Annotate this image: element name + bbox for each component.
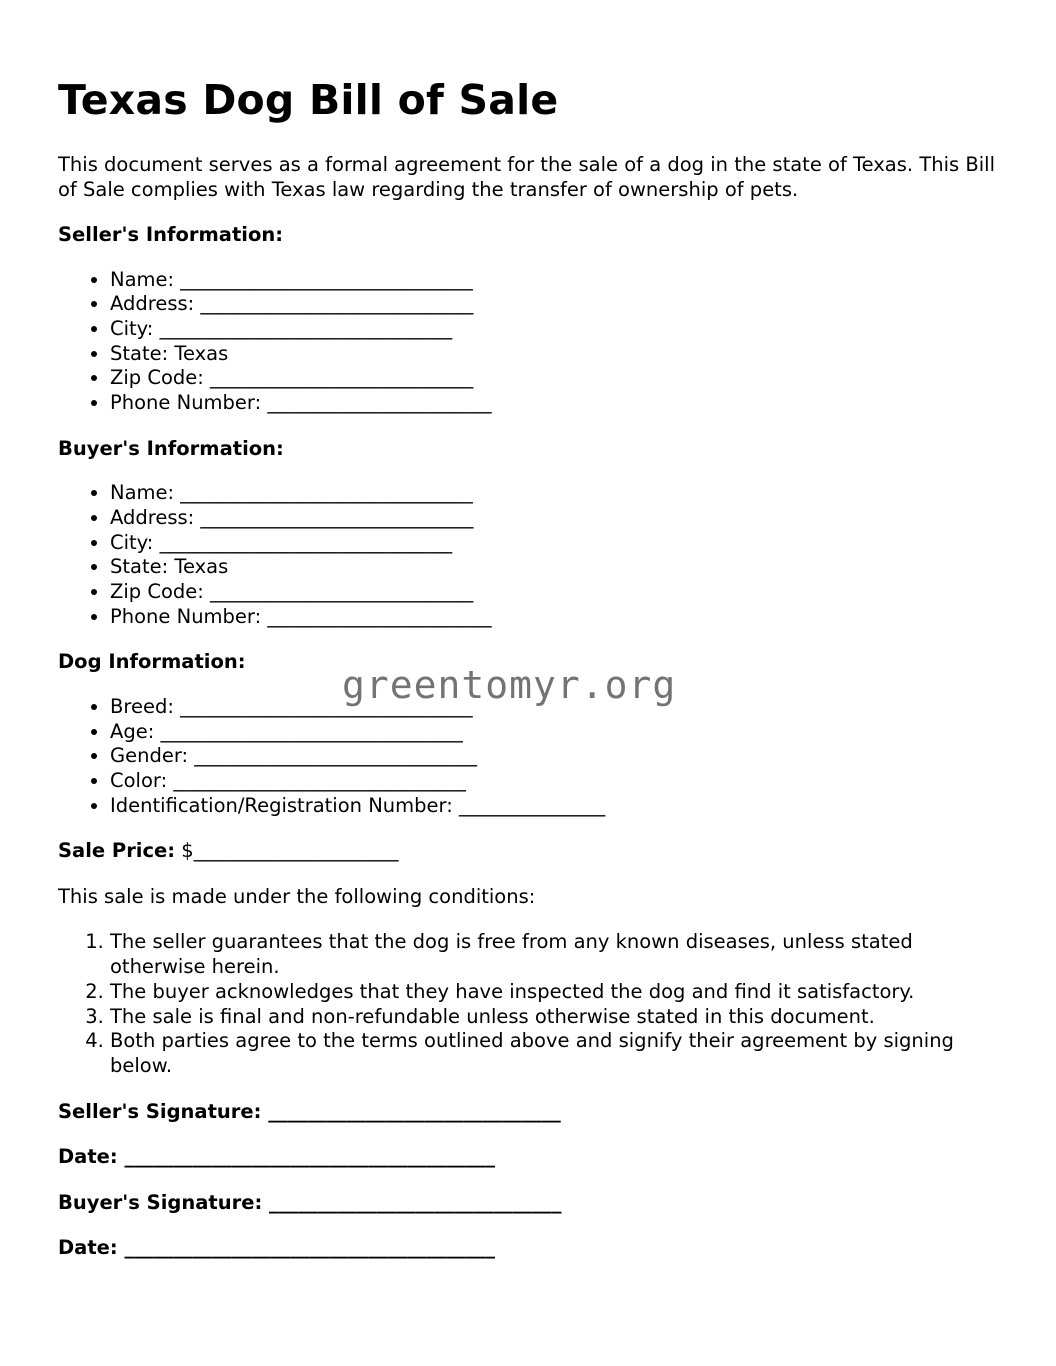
buyer-city-field: • City: ______________________________ — [110, 531, 998, 556]
sale-price-value: $_____________________ — [181, 839, 399, 863]
seller-address-field: • Address: ____________________________ — [110, 292, 998, 317]
watermark-text: greentomyr.org — [342, 663, 677, 707]
condition-item: 2. The buyer acknowledges that they have inspected the dog and find it satisfactory. — [110, 980, 998, 1005]
seller-phone-field: • Phone Number: _______________________ — [110, 391, 998, 416]
sale-price-line — [58, 839, 998, 864]
seller-state-field: • State: Texas — [110, 342, 998, 367]
buyer-address-field: • Address: ____________________________ — [110, 506, 998, 531]
condition-item: 1. The seller guarantees that the dog is free from any known diseases, unless stated otherwise herein. — [110, 930, 998, 979]
buyer-phone-field: • Phone Number: _______________________ — [110, 605, 998, 630]
buyer-zip-field: • Zip Code: ___________________________ — [110, 580, 998, 605]
page-title: Texas Dog Bill of Sale — [58, 76, 559, 124]
dog-breed-field: • Breed: ______________________________ — [110, 695, 998, 720]
dog-registration-field: • Identification/Registration Number: _______________ — [110, 794, 998, 819]
condition-item: 3. The sale is final and non-refundable unless otherwise stated in this document. — [110, 1005, 998, 1030]
dog-age-field: • Age: _______________________________ — [110, 720, 998, 745]
dog-fields-list — [58, 695, 998, 819]
buyer-date-line: Date: ______________________________________ — [58, 1236, 495, 1260]
buyer-name-field: • Name: ______________________________ — [110, 481, 998, 506]
dog-color-field: • Color: ______________________________ — [110, 769, 998, 794]
intro-paragraph: This document serves as a formal agreement for the sale of a dog in the state of Texas. This Bill of Sale complies with Texas law regarding the transfer of ownership of pets. — [58, 153, 995, 201]
seller-fields-list — [58, 268, 998, 416]
sale-price-label: Sale Price: — [58, 839, 176, 863]
seller-signature-line: Seller's Signature: ______________________________ — [58, 1099, 561, 1123]
seller-date-line: Date: ______________________________________ — [58, 1145, 495, 1169]
buyer-signature-line: Buyer's Signature: ______________________________ — [58, 1190, 562, 1214]
seller-zip-field: • Zip Code: ___________________________ — [110, 366, 998, 391]
document-page — [58, 0, 998, 1261]
dog-gender-field: • Gender: _____________________________ — [110, 744, 998, 769]
seller-city-field: • City: ______________________________ — [110, 317, 998, 342]
condition-item: 4. Both parties agree to the terms outlined above and signify their agreement by signing below. — [110, 1029, 998, 1078]
buyer-state-field: • State: Texas — [110, 555, 998, 580]
dog-heading: Dog Information: — [58, 650, 246, 674]
buyer-heading: Buyer's Information: — [58, 436, 284, 460]
seller-name-field: • Name: ______________________________ — [110, 268, 998, 293]
buyer-fields-list — [58, 481, 998, 629]
conditions-list — [58, 930, 998, 1078]
conditions-intro: This sale is made under the following conditions: — [58, 884, 536, 908]
seller-heading: Seller's Information: — [58, 223, 284, 246]
